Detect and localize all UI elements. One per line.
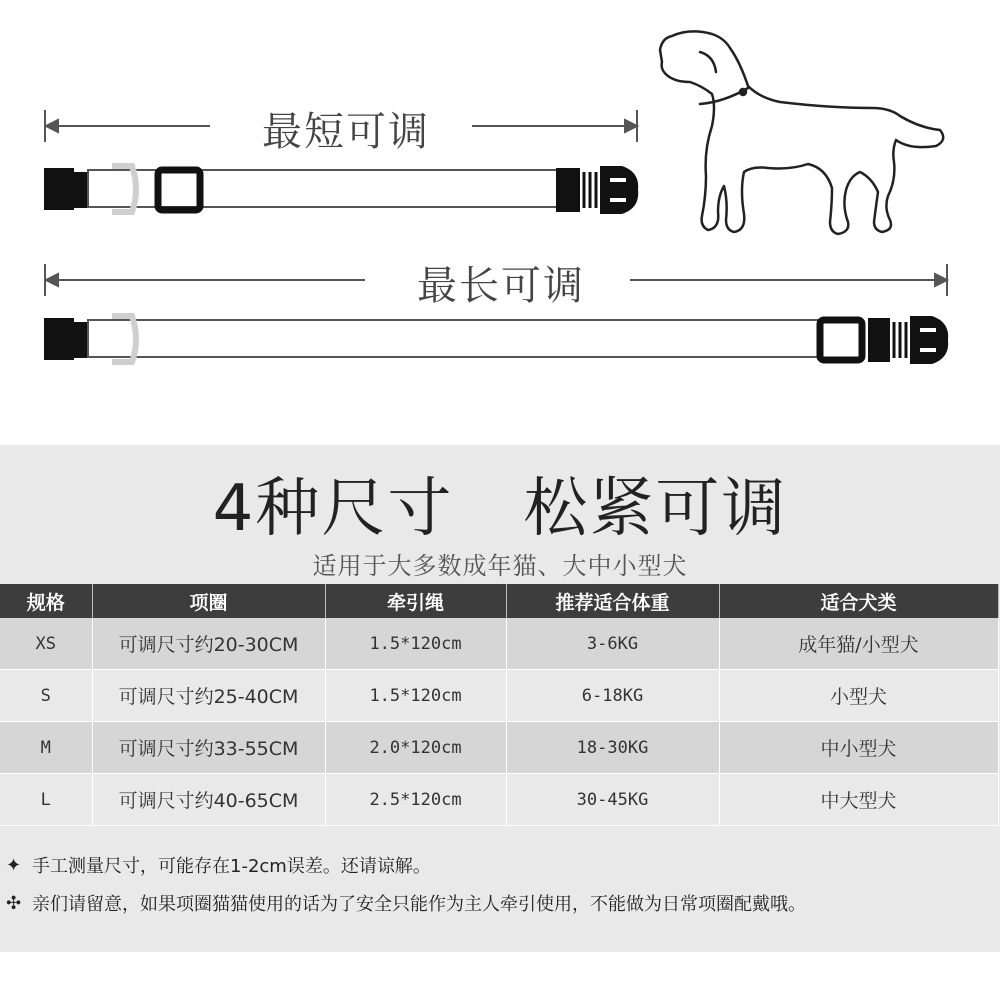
dog-icon	[660, 31, 943, 234]
longest-label: 最长可调	[417, 263, 585, 309]
column-header: 牵引绳	[325, 584, 506, 618]
notes	[6, 846, 996, 922]
headline	[0, 457, 1000, 549]
leash-size: 1.5*120cm	[325, 670, 506, 722]
note-cat-safety	[6, 884, 996, 922]
star-bullet-icon: ✦	[6, 854, 22, 876]
size-code: L	[0, 774, 92, 826]
collar-range: 可调尺寸约25-40CM	[92, 670, 325, 722]
note-text: 手工测量尺寸，可能存在1-2cm误差。还请谅解。	[32, 856, 431, 877]
dog-type: 小型犬	[719, 670, 998, 722]
leash-size: 2.0*120cm	[325, 722, 506, 774]
column-header: 推荐适合体重	[506, 584, 719, 618]
collar-range: 可调尺寸约40-65CM	[92, 774, 325, 826]
note-text: 亲们请留意，如果项圈猫猫使用的话为了安全只能作为主人牵引使用，不能做为日常项圈配戴哦。	[32, 894, 806, 915]
dog-type: 成年猫/小型犬	[719, 618, 998, 670]
weight-range: 18-30KG	[506, 722, 719, 774]
clover-bullet-icon: ✣	[6, 892, 22, 914]
note-measurement	[6, 846, 996, 884]
dog-type: 中小型犬	[719, 722, 998, 774]
weight-range: 3-6KG	[506, 618, 719, 670]
subtitle: 适用于大多数成年猫、大中小型犬	[312, 552, 688, 580]
table-row	[0, 670, 998, 722]
column-header: 项圈	[92, 584, 325, 618]
size-code: XS	[0, 618, 92, 670]
leash-size: 1.5*120cm	[325, 618, 506, 670]
collar-shortest	[44, 166, 638, 214]
table-header-row	[0, 584, 998, 618]
dog-type: 中大型犬	[719, 774, 998, 826]
leash-size: 2.5*120cm	[325, 774, 506, 826]
collar-longest	[44, 316, 948, 364]
collar-range: 可调尺寸约20-30CM	[92, 618, 325, 670]
shortest-label: 最短可调	[262, 109, 430, 155]
column-header: 适合犬类	[719, 584, 998, 618]
size-code: S	[0, 670, 92, 722]
table-row	[0, 774, 998, 826]
collar-illustration	[0, 0, 1000, 445]
weight-range: 6-18KG	[506, 670, 719, 722]
headline-sizes: 4种尺寸	[212, 472, 454, 546]
weight-range: 30-45KG	[506, 774, 719, 826]
column-header: 规格	[0, 584, 92, 618]
collar-diagram	[0, 0, 1000, 445]
size-table	[0, 584, 999, 826]
size-code: M	[0, 722, 92, 774]
collar-range: 可调尺寸约33-55CM	[92, 722, 325, 774]
table-row	[0, 722, 998, 774]
table-row	[0, 618, 998, 670]
headline-adjustable: 松紧可调	[523, 472, 788, 546]
